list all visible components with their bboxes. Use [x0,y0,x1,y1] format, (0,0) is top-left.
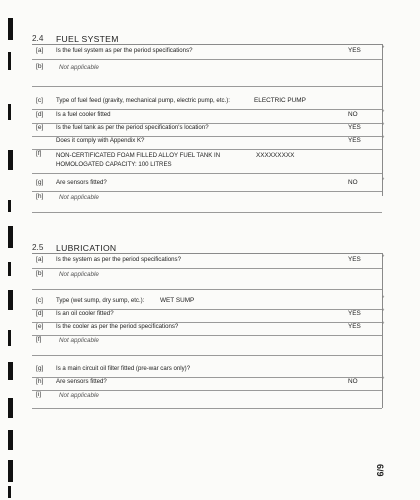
binder-mark [8,52,11,70]
row-note: Not applicable [59,194,99,201]
form-row [32,149,382,174]
row-answer: NO [348,111,358,118]
row-question: NON-CERTIFICATED FOAM FILLED ALLOY FUEL TANK IN HOMOLOGATED CAPACITY: 100 LITRES [56,152,221,168]
row-question: Are sensors fitted? [56,179,107,186]
form-row [32,96,382,110]
row-tag: [e] [36,124,44,131]
form-row [32,335,382,356]
page-code: 6/9 [375,464,385,477]
binder-mark [8,330,11,346]
row-question: Is a main circuit oil filter fitted (pre-war cars only)? [56,365,191,372]
row-tag: [c] [36,297,43,304]
binder-mark [8,226,13,248]
row-tag: [a] [36,256,44,263]
row-note: Not applicable [59,271,99,278]
required-marker: * [382,123,385,129]
row-tag: [f] [36,336,42,343]
section-frame [382,253,383,408]
row-note: Not applicable [59,64,99,71]
row-question: Is the cooler as per the period specifications? [56,323,179,330]
row-tag: [d] [36,310,44,317]
row-answer: YES [348,137,361,144]
row-tag: [h] [36,193,44,200]
required-marker: * [382,178,385,184]
row-question: Is the fuel system as per the period specifications? [56,47,193,54]
row-question: Is the system as per the period specifications? [56,256,181,263]
section-rule [32,44,382,45]
form-row [32,62,382,87]
section-title: LUBRICATION [56,243,117,253]
row-tag: [a] [36,47,44,54]
form-row [32,110,385,124]
row-note: Not applicable [59,392,99,399]
form-row [32,322,385,336]
section-number: 2.5 [32,243,44,252]
section-title: FUEL SYSTEM [56,34,119,44]
form-row [32,136,385,150]
form-row [32,364,382,378]
row-tag: [g] [36,179,44,186]
row-answer: YES [348,124,361,131]
row-tag: [i] [36,391,42,398]
row-tag: [g] [36,365,44,372]
form-row [32,309,385,323]
form-row [32,46,385,60]
row-question: Is an oil cooler fitted? [56,310,114,317]
binder-mark [8,262,11,276]
required-marker: * [382,296,385,302]
row-question: Type of fuel feed (gravity, mechanical pump, electric pump, etc.): [56,97,230,104]
form-row [32,269,382,290]
row-answer: YES [348,310,361,317]
required-marker: * [382,255,385,261]
required-marker: * [382,46,385,52]
required-marker: * [382,136,385,142]
row-tag: [b] [36,63,44,70]
binder-mark [8,460,13,482]
row-answer: ELECTRIC PUMP [254,97,306,104]
form-row [32,123,385,137]
row-question: Type (wet sump, dry sump, etc.): [56,297,145,304]
row-answer: NO [348,378,358,385]
row-answer: YES [348,256,361,263]
binder-mark [8,430,13,450]
form-row [32,255,385,269]
row-question: Is the fuel tank as per the period specification's location? [56,124,209,131]
required-marker: * [382,110,385,116]
binder-mark [8,18,13,40]
binder-mark [8,150,13,170]
row-answer: YES [348,47,361,54]
form-row [32,296,385,310]
row-tag: [d] [36,111,44,118]
required-marker: * [382,322,385,328]
row-tag: [c] [36,97,43,104]
row-question: Are sensors fitted? [56,378,107,385]
section-rule [32,253,382,254]
form-row [32,390,382,409]
row-tag: [h] [36,378,44,385]
form-row [32,192,382,213]
section-frame [382,44,383,196]
binder-mark [8,486,11,498]
section-number: 2.4 [32,34,44,43]
row-note: Not applicable [59,337,99,344]
row-question: Is a fuel cooler fitted [56,111,111,118]
row-answer: YES [348,323,361,330]
binder-mark [8,104,11,120]
binder-mark [8,200,11,212]
binder-mark [8,362,13,380]
row-tag: [b] [36,270,44,277]
row-question: Does it comply with Appendix K? [56,137,145,144]
required-marker: * [382,309,385,315]
form-row [32,178,385,192]
row-tag: [f] [36,150,42,157]
row-answer: NO [348,179,358,186]
binder-mark [8,398,13,418]
row-answer: WET SUMP [160,297,195,304]
row-tag: [e] [36,323,44,330]
row-answer: XXXXXXXXX [256,152,295,159]
required-marker: * [382,377,385,383]
form-row [32,377,385,391]
binder-mark [8,290,13,310]
